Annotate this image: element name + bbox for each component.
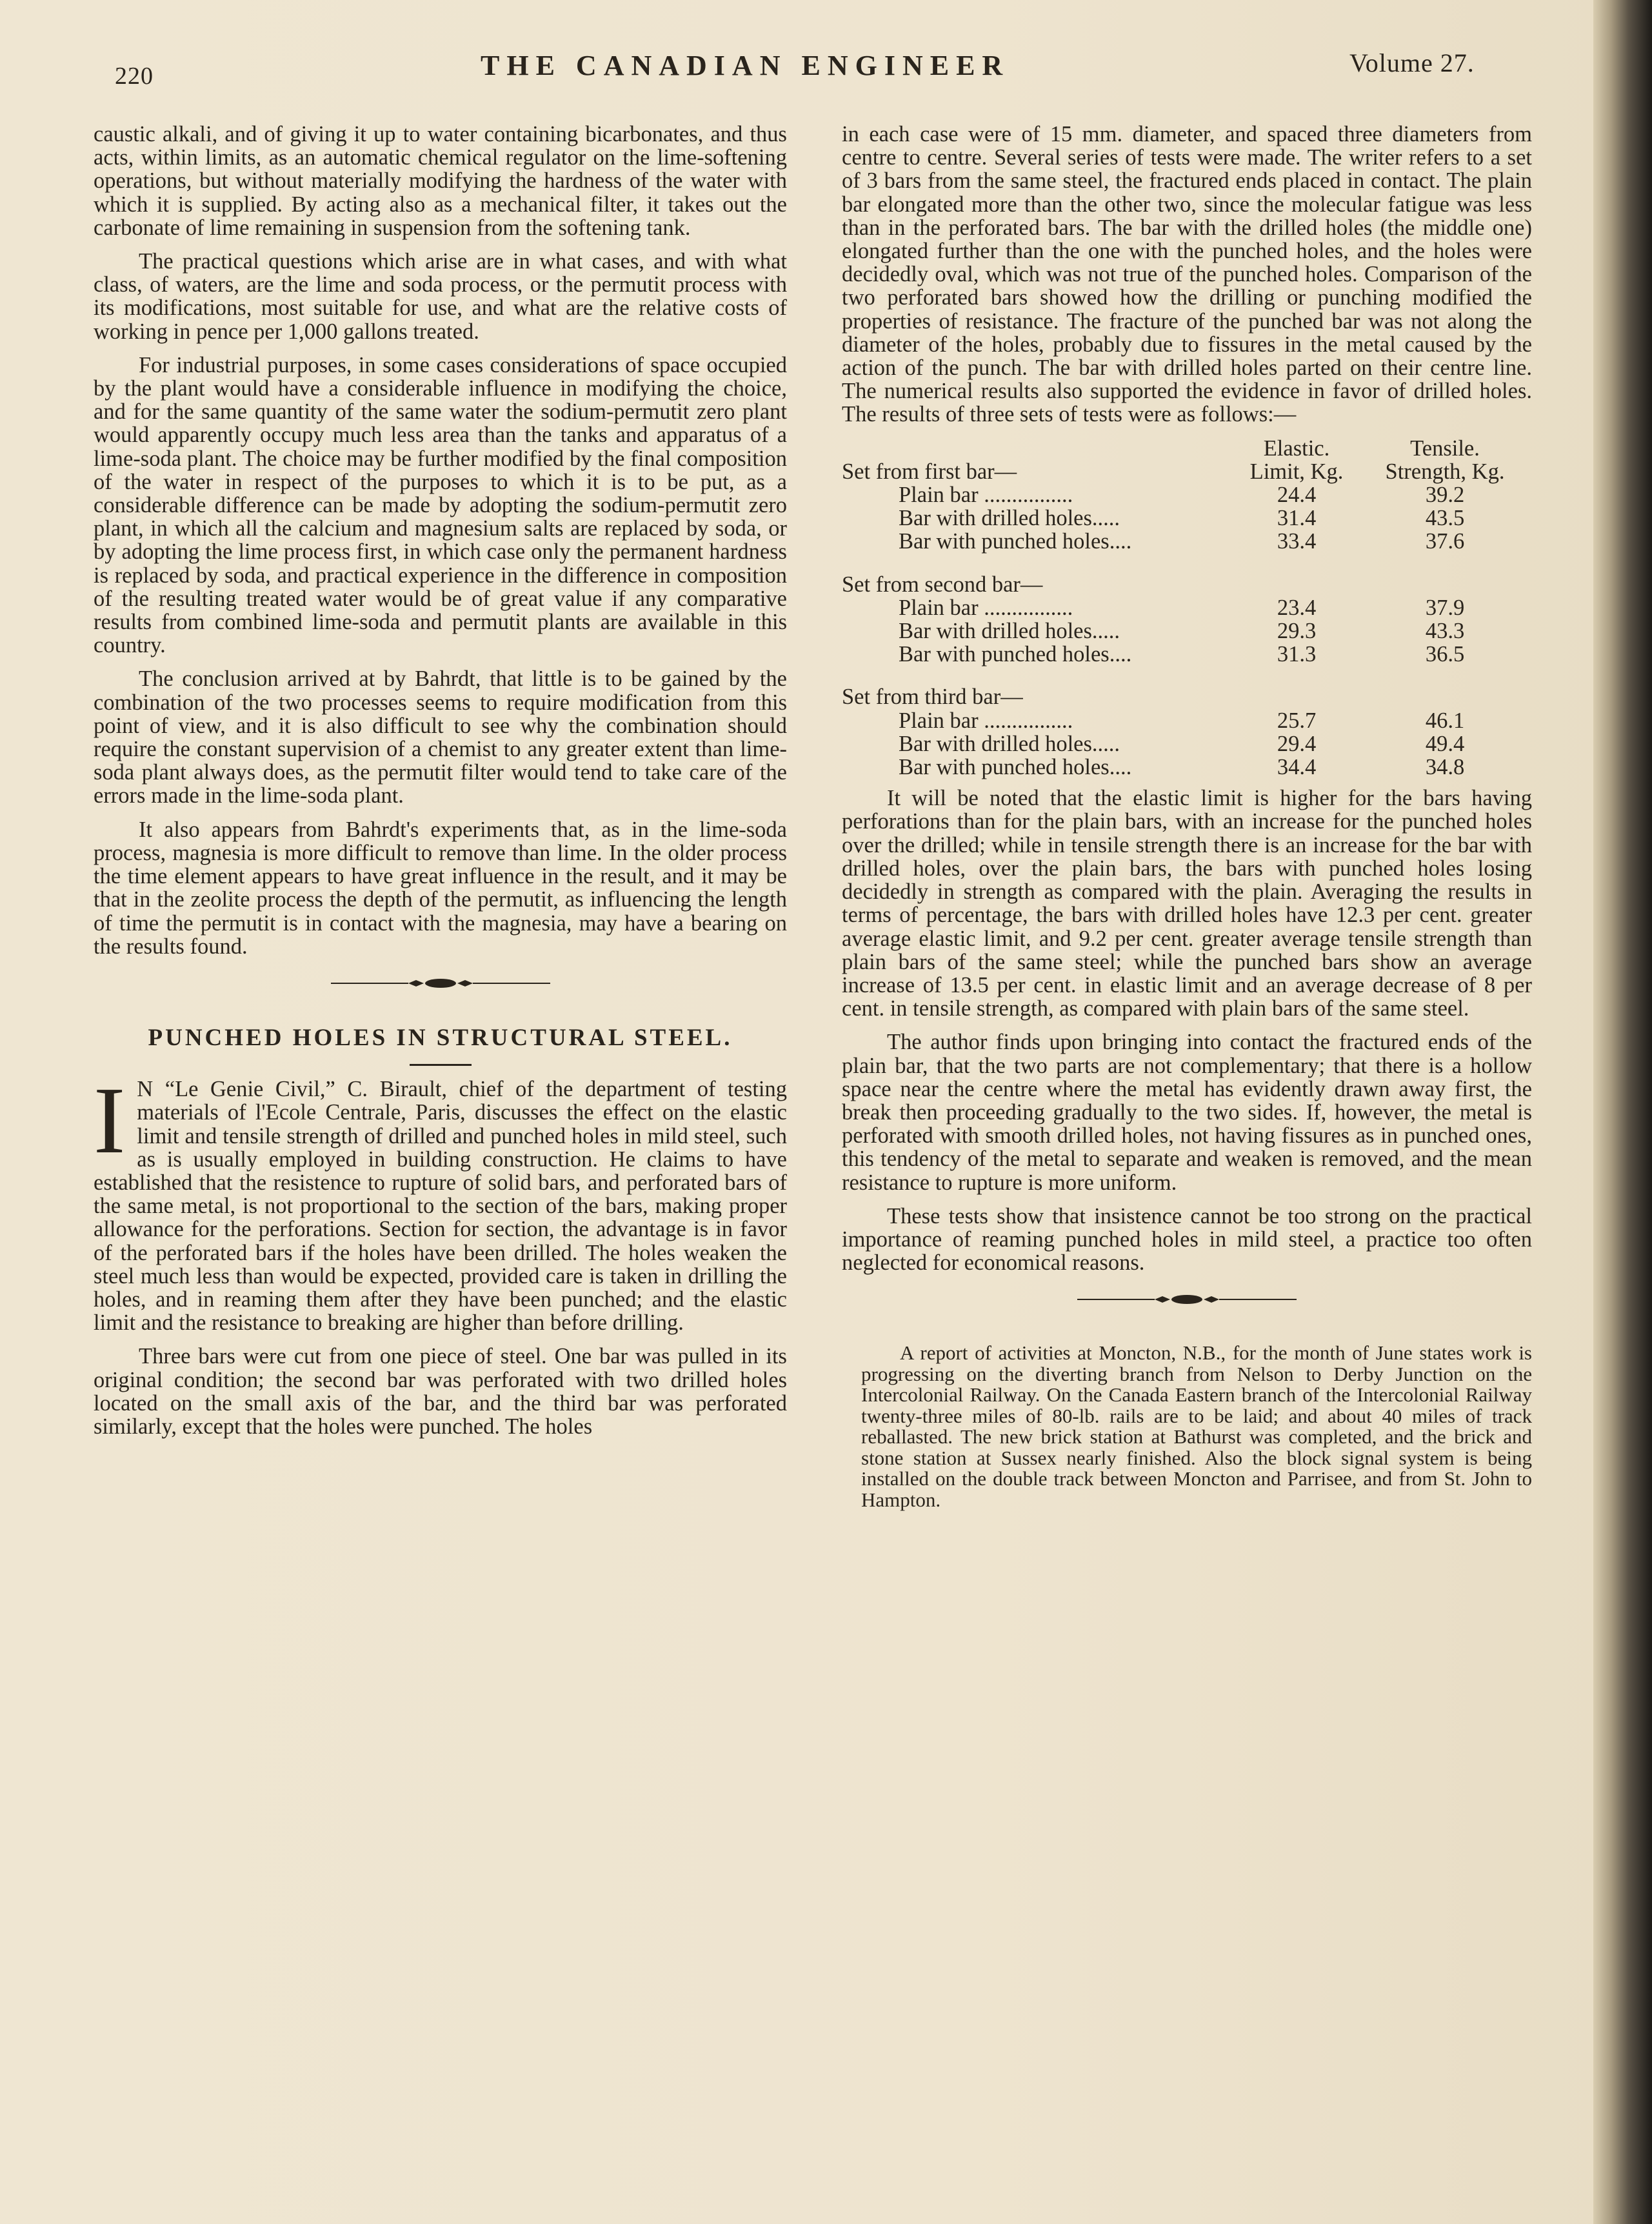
tensile-value: 34.8 xyxy=(1425,755,1465,780)
elastic-value: 25.7 xyxy=(1277,708,1317,733)
row-label: Bar with punched holes.... xyxy=(899,529,1132,554)
table-row xyxy=(842,756,1532,779)
right-column xyxy=(842,123,1532,1521)
binding-shadow xyxy=(1593,0,1652,2224)
table-row xyxy=(842,619,1532,643)
table-row xyxy=(842,506,1532,530)
table-row xyxy=(842,732,1532,756)
paragraph: in each case were of 15 mm. diameter, and spaced three diameters from centre to centre. Several series of tests were made. The writer refers to a set of 3 bars from the same steel, the fractured ends placed in contact. The plain bar elongated more than the other two, since the molecular fatigue was less than in the perforated bars. The bar with the drilled holes (the middle one) elongated further than the one with the punched holes, and the holes were decidedly oval, which was not true of the punched holes. Comparison of the two perforated bars showed how the drilling or punching modified the properties of resistance. The fracture of the punched bar was not along the diameter of the holes, probably due to fissures in the metal caused by the action of the punch. The bar with drilled holes parted on their centre line. The numerical results also supported the evidence in favor of drilled holes. The results of three sets of tests were as follows:— xyxy=(842,122,1532,427)
test-results-table xyxy=(842,437,1532,779)
left-column xyxy=(94,123,787,1448)
elastic-header-line1: Elastic. xyxy=(1263,436,1330,461)
tensile-value: 43.5 xyxy=(1425,506,1465,531)
paragraph: It also appears from Bahrdt's experiments that, as in the lime-soda process, magnesia is more difficult to remove than lime. In the older process the time element appears to have great influence in the result, and it may be that in the zeolite process the depth of the permutit, as influencing the length of time the permutit is in contact with the magnesia, may have a bearing on the results found. xyxy=(94,817,787,959)
paragraph: Three bars were cut from one piece of steel. One bar was pulled in its original condition; the second bar was perforated with two drilled holes located on the small axis of the bar, and the third bar was perforated similarly, except that the holes were punched. The holes xyxy=(94,1344,787,1439)
tensile-value: 39.2 xyxy=(1425,483,1465,508)
news-note xyxy=(861,1343,1532,1510)
heading-rule xyxy=(410,1064,472,1066)
tensile-header-line2: Strength, Kg. xyxy=(1385,459,1505,484)
paragraph: For industrial purposes, in some cases considerations of space occupied by the plant would have a considerable influence in modifying the choice, and for the same quantity of the same water the sodium-permutit zero plant would apparently occupy much less area than the tanks and apparatus of a lime-soda plant. The choice may be further modified by the final composition of the water in respect of the purposes to which it is to be put, as a considerable difference can be made by adopting the sodium-permutit zero plant, in which all the calcium and magnesium salts are replaced by soda, or by adopting the lime process first, in which case only the permanent hardness is replaced by soda, and practical experience in the difference in composition of the resulting treated water would be of great value if any comparative results from combined lime-soda and permutit plants are available in this country. xyxy=(94,352,787,658)
tensile-value: 36.5 xyxy=(1425,642,1465,667)
journal-title: THE CANADIAN ENGINEER xyxy=(481,50,1010,81)
elastic-header-line2: Limit, Kg. xyxy=(1249,459,1344,484)
row-label: Bar with punched holes.... xyxy=(899,755,1132,780)
table-row xyxy=(842,685,1532,708)
table-header-row xyxy=(842,437,1532,460)
row-label: Bar with drilled holes..... xyxy=(899,731,1120,756)
row-label: Plain bar ................ xyxy=(899,483,1073,508)
elastic-value: 29.4 xyxy=(1277,731,1317,756)
tensile-header-line1: Tensile. xyxy=(1410,436,1480,461)
row-label: Bar with drilled holes..... xyxy=(899,619,1120,644)
row-label: Bar with punched holes.... xyxy=(899,642,1132,667)
row-label: Bar with drilled holes..... xyxy=(899,506,1120,531)
paragraph: caustic alkali, and of giving it up to water containing bicarbonates, and thus acts, within limits, as an automatic chemical regulator on the lime-softening operations, but without materially modifying the hardness of the water with which it is supplied. By acting also as a mechanical filter, it takes out the carbonate of lime remaining in suspension from the softening tank. xyxy=(94,122,787,240)
set-label: Set from second bar— xyxy=(842,572,1043,597)
tensile-value: 49.4 xyxy=(1425,731,1465,756)
article-heading: PUNCHED HOLES IN STRUCTURAL STEEL. xyxy=(148,1024,733,1051)
table-row xyxy=(842,460,1532,483)
tensile-value: 37.9 xyxy=(1425,595,1465,620)
section-divider-ornament xyxy=(842,1290,1532,1309)
set-label: Set from first bar— xyxy=(842,459,1017,484)
row-label: Plain bar ................ xyxy=(899,595,1073,620)
set-label: Set from third bar— xyxy=(842,685,1023,710)
elastic-value: 24.4 xyxy=(1277,483,1317,508)
divider-ornament-icon xyxy=(331,977,550,990)
divider-ornament-icon xyxy=(1077,1293,1297,1306)
paragraph-text: N “Le Genie Civil,” C. Birault, chief of the department of testing materials of l'Ecole Centrale, Paris, discusses the effect on the elastic limit and tensile strength of drilled and punched holes in mild steel, such as is usually employed in building construction. He claims to have established that the resistence to rupture of solid bars, and perforated bars of the same metal, is not proportional to the section of the bars, making proper allowance for the perforations. Section for section, the advantage is in favor of the perforated bars if the holes have been drilled. The holes weaken the steel much less than would be expected, provided care is taken in drilling the holes, and in reaming them after they have been punched; and the elastic limit and the resistance to breaking are higher than before drilling. xyxy=(94,1077,787,1336)
article-first-paragraph xyxy=(94,1068,787,1336)
table-row xyxy=(842,483,1532,506)
elastic-value: 31.3 xyxy=(1277,642,1317,667)
elastic-value: 23.4 xyxy=(1277,595,1317,620)
drop-cap: I xyxy=(94,1068,126,1174)
paragraph: The practical questions which arise are in what cases, and with what class, of waters, are the lime and soda process, or the permutit process with its modifications, most suitable for use, and what are the relative costs of working in pence per 1,000 gallons treated. xyxy=(94,249,787,344)
table-row xyxy=(842,573,1532,596)
tensile-value: 46.1 xyxy=(1425,708,1465,733)
tensile-value: 37.6 xyxy=(1425,529,1465,554)
volume-label: Volume 27. xyxy=(1349,48,1475,77)
elastic-value: 31.4 xyxy=(1277,506,1317,531)
page-number: 220 xyxy=(115,63,154,90)
elastic-value: 29.3 xyxy=(1277,619,1317,644)
table-row xyxy=(842,643,1532,666)
table-row xyxy=(842,709,1532,732)
paragraph: The author finds upon bringing into contact the fractured ends of the plain bar, that the two parts are not complementary; that there is a hollow space near the centre where the metal has evidently drawn away first, the break then proceeding gradually to the two sides. If, however, the metal is perforated with smooth drilled holes, not having fissures as in punched ones, this tendency of the metal to separate and weaken is removed, and the mean resistance to rupture is more uniform. xyxy=(842,1030,1532,1195)
tensile-value: 43.3 xyxy=(1425,619,1465,644)
paragraph: It will be noted that the elastic limit is higher for the bars having perforations than for the plain bars, with an increase for the punched holes over the drilled; while in tensile strength there is an increase for the bar with drilled holes, over the plain bars, the bars with punched holes losing decidedly in strength as compared with the plain. Averaging the results in terms of percentage, the bars with drilled holes have 12.3 per cent. greater average elastic limit, and 9.2 per cent. greater average tensile strength than plain bars of the same steel; while the punched bars show an average increase of 13.5 per cent. in elastic limit and an average decrease of 8 per cent. in tensile strength, as compared with plain bars of the same steel. xyxy=(842,786,1532,1021)
row-label: Plain bar ................ xyxy=(899,708,1073,733)
elastic-value: 34.4 xyxy=(1277,755,1317,780)
table-row xyxy=(842,530,1532,553)
paragraph: These tests show that insistence cannot be too strong on the practical importance of reaming punched holes in mild steel, a practice too often neglected for economical reasons. xyxy=(842,1203,1532,1276)
table-row xyxy=(842,596,1532,619)
section-divider-ornament xyxy=(94,974,787,993)
running-header xyxy=(0,40,1606,90)
paragraph: The conclusion arrived at by Bahrdt, that little is to be gained by the combination of the two processes seems to require modification from this point of view, and it is also difficult to see why the combination should require the constant supervision of a chemist to any greater extent than lime-soda plant always does, as the permutit filter would tend to take care of the errors made in the lime-soda plant. xyxy=(94,666,787,808)
elastic-value: 33.4 xyxy=(1277,529,1317,554)
note-paragraph: A report of activities at Moncton, N.B., for the month of June states work is progressing on the diverting branch from Nelson to Derby Junction on the Intercolonial Railway. On the Canada Eastern branch of the Intercolonial Railway twenty-three miles of 80-lb. rails are to be laid; and about 40 miles of track reballasted. The new brick station at Bathurst was completed, and the brick and stone station at Sussex nearly finished. Also the block signal system is being installed on the double track between Moncton and Parrisee, and from St. John to Hampton. xyxy=(861,1341,1532,1511)
